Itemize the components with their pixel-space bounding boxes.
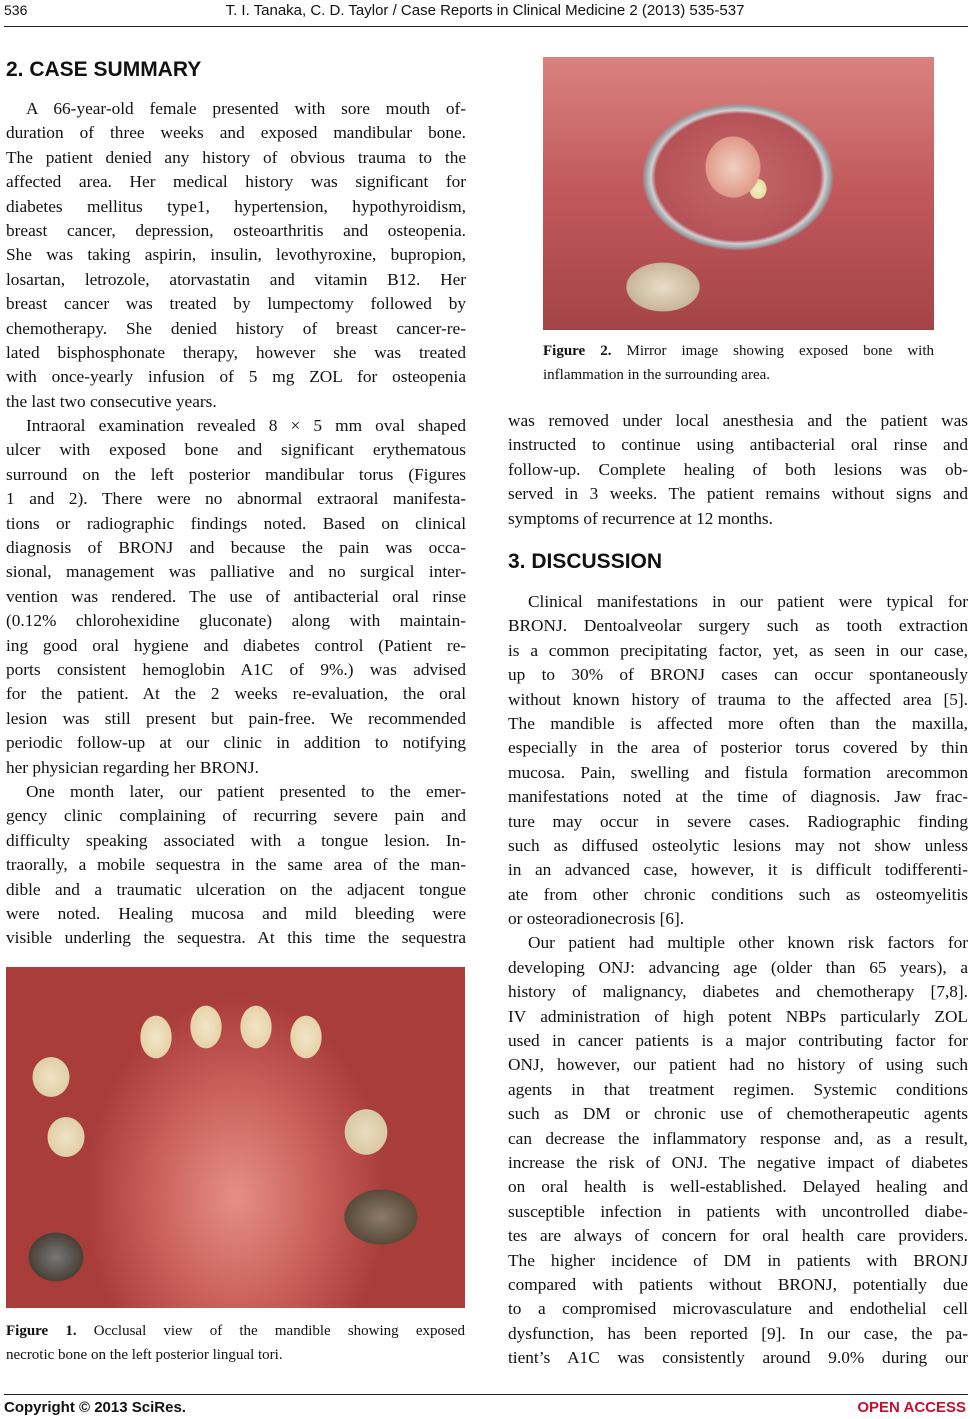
text-line: ture may occur in severe cases. Radiographic finding	[508, 811, 968, 831]
text-line: for the patient. At the 2 weeks re-evaluation, the oral	[6, 684, 466, 704]
text-line: to a compromised microvasculature and endothelial cell	[508, 1299, 968, 1319]
text-line: chemotherapy. She denied history of breast cancer-re-	[6, 318, 466, 338]
figure-2-caption	[543, 339, 934, 387]
text-line: BRONJ. Dentoalveolar surgery such as tooth extraction	[508, 616, 968, 636]
text-line: The patient denied any history of obvious trauma to the	[6, 147, 466, 167]
right-column-continuation	[508, 409, 968, 531]
text-line: diagnosis of BRONJ and because the pain was occa-	[6, 538, 466, 558]
figure-2-photo	[543, 57, 934, 330]
text-line: (0.12% chlorohexidine gluconate) along with maintain-	[6, 611, 466, 631]
section-heading-discussion: 3. DISCUSSION	[508, 550, 663, 573]
left-column-text	[6, 97, 466, 951]
text-line: diabetes mellitus type1, hypertension, hypothyroidism,	[6, 196, 466, 216]
caption-text: Mirror image showing exposed bone with	[611, 343, 934, 359]
text-line: symptoms of recurrence at 12 months.	[508, 508, 773, 528]
text-line: instructed to continue using antibacterial oral rinse and	[508, 435, 968, 455]
caption-text: Occlusal view of the mandible showing exposed	[76, 1323, 465, 1339]
text-line: used in cancer patients is a major contributing factor for	[508, 1031, 968, 1051]
text-line: without known history of trauma to the affected area [5].	[508, 689, 968, 709]
text-line: losartan, letrozole, atorvastatin and vitamin B12. Her	[6, 269, 466, 289]
page-number: 536	[4, 2, 28, 18]
text-line: with once-yearly infusion of 5 mg ZOL for osteopenia	[6, 367, 466, 387]
text-line: She was taking aspirin, insulin, levothyroxine, bupropion,	[6, 245, 466, 265]
text-line: gency clinic complaining of recurring severe pain and	[6, 806, 466, 826]
text-line: breast cancer, depression, osteoarthritis and osteopenia.	[6, 220, 466, 240]
text-line: is a common precipitating factor, yet, as seen in our case,	[508, 640, 968, 660]
text-line: IV administration of high potent NBPs particularly ZOL	[508, 1006, 968, 1026]
text-line: dible and a traumatic ulceration on the adjacent tongue	[6, 879, 466, 899]
text-line: Intraoral examination revealed 8 × 5 mm oval shaped	[26, 416, 466, 436]
text-line: the last two consecutive years.	[6, 391, 217, 411]
text-line: tient’s A1C was consistently around 9.0% during our	[508, 1348, 968, 1368]
text-line: history of malignancy, diabetes and chemotherapy [7,8].	[508, 982, 968, 1002]
running-head: T. I. Tanaka, C. D. Taylor / Case Reports in Clinical Medicine 2 (2013) 535-537	[225, 2, 745, 19]
text-line: vention was rendered. The use of antibacterial oral rinse	[6, 586, 466, 606]
text-line: The higher incidence of DM in patients with BRONJ	[508, 1250, 968, 1270]
text-line: up to 30% of BRONJ cases can occur spontaneously	[508, 665, 968, 685]
text-line: agents in that treatment regimen. Systemic conditions	[508, 1079, 968, 1099]
header-rule	[4, 26, 968, 27]
text-line: developing ONJ: advancing age (older than 65 years), a	[508, 957, 968, 977]
copyright: Copyright © 2013 SciRes.	[4, 1399, 186, 1416]
text-line: especially in the area of posterior torus covered by thin	[508, 738, 968, 758]
text-line: tions or radiographic findings noted. Based on clinical	[6, 513, 466, 533]
text-line: duration of three weeks and exposed mandibular bone.	[6, 123, 466, 143]
text-line: was removed under local anesthesia and the patient was	[508, 411, 968, 430]
text-line: served in 3 weeks. The patient remains without signs and	[508, 484, 968, 504]
text-line: dysfunction, has been reported [9]. In our case, the pa-	[508, 1323, 968, 1343]
caption-text: inflammation in the surrounding area.	[543, 367, 771, 383]
paragraph	[6, 414, 466, 780]
caption-text: necrotic bone on the left posterior lingual tori.	[6, 1347, 283, 1363]
text-line: or osteoradionecrosis [6].	[508, 909, 685, 929]
text-line: compared with patients without BRONJ, potentially due	[508, 1274, 968, 1294]
text-line: increase the risk of ONJ. The negative impact of diabetes	[508, 1152, 968, 1172]
text-line: tes are always of concern for oral health care providers.	[508, 1226, 968, 1246]
open-access-label: OPEN ACCESS	[857, 1399, 966, 1416]
text-line: ports consistent hemoglobin A1C of 9%.) was advised	[6, 659, 466, 679]
text-line: ONJ, however, our patient had no history of using such	[508, 1055, 968, 1075]
text-line: follow-up. Complete healing of both lesions was ob-	[508, 459, 968, 479]
text-line: manifestations noted at the time of diagnosis. Jaw frac-	[508, 787, 968, 807]
text-line: visible underling the sequestra. At this time the sequestra	[6, 928, 466, 948]
text-line: such as DM or chronic use of chemotherapeutic agents	[508, 1104, 968, 1124]
text-line: on oral health is well-established. Delayed healing and	[508, 1177, 968, 1197]
figure-1-caption	[6, 1319, 465, 1367]
text-line: One month later, our patient presented to the emer-	[26, 781, 466, 801]
text-line: sional, management was palliative and no surgical inter-	[6, 562, 466, 582]
text-line: periodic follow-up at our clinic in addition to notifying	[6, 733, 466, 753]
figure-label: Figure 1.	[6, 1323, 77, 1339]
footer-rule	[4, 1394, 968, 1395]
text-line: ing good oral hygiene and diabetes control (Patient re-	[6, 635, 466, 655]
text-line: in an advanced case, however, it is difficult todifferenti-	[508, 860, 968, 880]
text-line: her physician regarding her BRONJ.	[6, 757, 259, 777]
text-line: A 66-year-old female presented with sore mouth of-	[26, 99, 466, 118]
text-line: can decrease the inflammatory response and, as a result,	[508, 1128, 968, 1148]
figure-1-photo	[6, 967, 465, 1308]
figure-label: Figure 2.	[543, 343, 612, 359]
text-line: lated bisphosphonate therapy, however she was treated	[6, 342, 466, 362]
paragraph	[6, 97, 466, 414]
paragraph	[6, 780, 466, 951]
text-line: surround on the left posterior mandibular torus (Figures	[6, 464, 466, 484]
text-line: affected area. Her medical history was significant for	[6, 172, 466, 192]
text-line: difficulty speaking associated with a tongue lesion. In-	[6, 830, 466, 850]
text-line: susceptible infection in patients with uncontrolled diabe-	[508, 1201, 968, 1221]
text-line: lesion was still present but pain-free. We recommended	[6, 708, 466, 728]
paragraph	[508, 409, 968, 531]
right-column-text	[508, 590, 968, 1371]
text-line: 1 and 2). There were no abnormal extraoral manifesta-	[6, 489, 466, 509]
paragraph	[508, 590, 968, 931]
text-line: breast cancer was treated by lumpectomy followed by	[6, 294, 466, 314]
text-line: traorally, a mobile sequestra in the same area of the man-	[6, 855, 466, 875]
text-line: were noted. Healing mucosa and mild bleeding were	[6, 903, 466, 923]
text-line: ulcer with exposed bone and significant erythematous	[6, 440, 466, 460]
section-heading-case-summary: 2. CASE SUMMARY	[6, 58, 202, 81]
text-line: Our patient had multiple other known risk factors for	[528, 933, 968, 953]
text-line: mucosa. Pain, swelling and fistula formation arecommon	[508, 762, 968, 782]
text-line: Clinical manifestations in our patient were typical for	[528, 592, 968, 611]
text-line: The mandible is affected more often than the maxilla,	[508, 713, 968, 733]
paragraph	[508, 931, 968, 1370]
text-line: such as diffused osteolytic lesions may not show unless	[508, 835, 968, 855]
text-line: ate from other chronic conditions such as osteomyelitis	[508, 884, 968, 904]
